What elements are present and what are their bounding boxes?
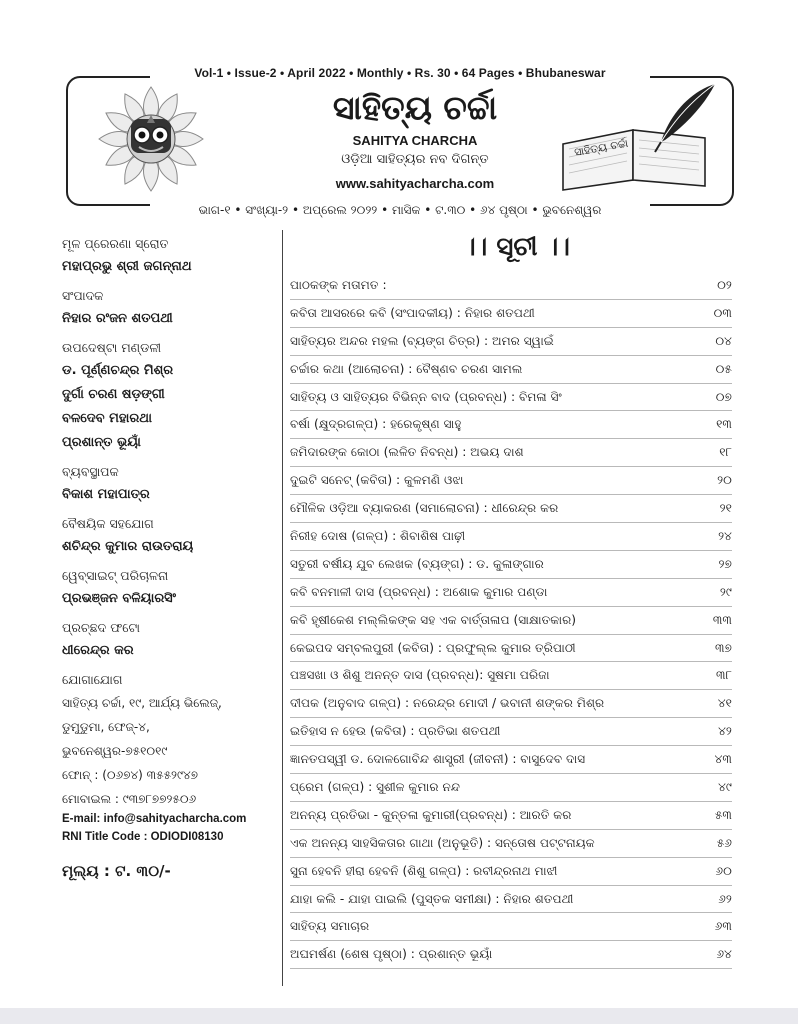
toc-row: [290, 802, 732, 830]
toc-row: [290, 551, 732, 579]
toc-entry-page: ୫୬: [716, 835, 732, 850]
toc-row: [290, 830, 732, 858]
toc-entry-title: ଦୀପକ (ଅନୁବାଦ ଗଳ୍ପ) : ନରେନ୍ଦ୍ର ମୋଦୀ / ଭବାନୀ ଶଙ୍କର ମିଶ୍ର: [290, 696, 605, 711]
rni-code: RNI Title Code : ODIODI08130: [62, 831, 224, 843]
advisory-member: ପ୍ରଶାନ୍ତ ଭୂୟାଁ: [62, 435, 141, 450]
toc-row: [290, 718, 732, 746]
toc-entry-title: ସତୁରୀ ବର୍ଷୀୟ ଯୁବ ଲେଖକ (ବ୍ୟଙ୍ଗ) : ଡ. କୁଳାଙ୍ଗାର: [290, 556, 544, 571]
toc-entry-page: ୨୯: [719, 584, 732, 599]
toc-row: [290, 690, 732, 718]
toc-entry-title: ସାହିତ୍ୟର ଅନ୍ଦର ମହଲ (ବ୍ୟଙ୍ଗ ଚିତ୍ର) : ଅମର ସ୍ୱାଇଁ: [290, 333, 554, 348]
toc-entry-page: ୩୭: [714, 640, 732, 655]
toc-entry-title: ବର୍ଷା (କ୍ଷୁଦ୍ରଗଳ୍ପ) : ହରେକୃଷ୍ଣ ସାହୁ: [290, 417, 462, 432]
book-text: ସାହିତ୍ୟ ଚର୍ଚ୍ଚା: [573, 136, 630, 159]
toc-row: [290, 467, 732, 495]
website-management-label: ୱେବ୍‌ସାଇଟ୍ ପରିଚାଳନା: [62, 568, 169, 583]
toc-entry-page: ୦୩: [713, 305, 732, 320]
toc-row: [290, 774, 732, 802]
toc-entry-title: ସାହିତ୍ୟ ଓ ସାହିତ୍ୟର ବିଭିନ୍ନ ବାଦ (ପ୍ରବନ୍ଧ) : ବିମଳା ସିଂ: [290, 389, 562, 404]
toc-entry-title: ପ୍ରେମ (ଗଳ୍ପ) : ସୁଶୀଳ କୁମାର ନନ୍ଦ: [290, 779, 461, 794]
toc-entry-page: ୪୯: [718, 779, 732, 794]
editor-label: ସଂପାଦକ: [62, 288, 104, 303]
inspiration-value: ମହାପ୍ରଭୁ ଶ୍ରୀ ଜଗନ୍ନାଥ: [62, 259, 192, 274]
toc-row: [290, 662, 732, 690]
volume-info-line-odia: ଭାଗ-୧ • ସଂଖ୍ୟା-୨ • ଅପ୍ରେଲ ୨୦୨୨ • ମାସିକ • ଟ.୩୦ • ୬୪ ପୃଷ୍ଠା • ଭୁବନେଶ୍ୱର: [150, 203, 650, 218]
cover-photo-label: ପ୍ରଚ୍ଛଦ ଫଟୋ: [62, 620, 140, 635]
toc-entry-page: ୬୨: [718, 891, 732, 906]
column-divider: [282, 230, 283, 986]
manager-label: ବ୍ୟବସ୍ଥାପକ: [62, 464, 119, 479]
toc-entry-page: ୬୩: [714, 919, 732, 934]
toc-entry-page: ୨୦: [717, 473, 732, 488]
contact-address-line: ଭୁବନେଶ୍ୱର-୭୫୧୦୧୯: [62, 744, 168, 758]
toc-row: [290, 411, 732, 439]
toc-entry-page: ୩୩: [712, 612, 732, 627]
toc-row: [290, 328, 732, 356]
toc-entry-page: ୪୧: [717, 696, 732, 711]
toc-row: [290, 495, 732, 523]
advisory-member: ବଳଦେବ ମହାରଥା: [62, 411, 152, 426]
toc-entry-title: ଏକ ଅନନ୍ୟ ସାହସିକତାର ଗାଥା (ଅନୁଭୂତି) : ସନ୍ତୋଷ ପଟ୍ଟନାୟକ: [290, 835, 595, 850]
page-bottom-margin: [0, 1008, 798, 1024]
toc-entry-title: ଯାହା କଲି - ଯାହା ପାଇଲି (ପୁସ୍ତକ ସମୀକ୍ଷା) : ନିହାର ଶତପଥୀ: [290, 891, 574, 906]
masthead-website: www.sahityacharcha.com: [335, 176, 495, 191]
contact-address-line: ସାହିତ୍ୟ ଚର୍ଚ୍ଚା, ୧୯, ଆର୍ଯ୍ୟ ଭିଲେଜ୍,: [62, 696, 222, 710]
masthead-title-english: SAHITYA CHARCHA: [352, 133, 478, 148]
toc-entry-page: ୦୪: [715, 333, 732, 348]
toc-entry-page: ୦୨: [717, 277, 732, 292]
toc-entry-title: ନିରୀହ ଦୋଷ (ଗଳ୍ପ) : ଶିବାଶିଷ ପାଢ଼ୀ: [290, 528, 466, 543]
toc-entry-page: ୨୭: [718, 556, 732, 571]
toc-entry-page: ୩୮: [716, 668, 732, 683]
toc-row: [290, 356, 732, 384]
toc-row: [290, 886, 732, 914]
volume-info-line: Vol-1 • Issue-2 • April 2022 • Monthly • Rs. 30 • 64 Pages • Bhubaneswar: [150, 66, 650, 80]
toc-row: [290, 746, 732, 774]
jagannath-lotus-logo: [86, 84, 216, 194]
contact-mobile: ମୋବାଇଲ : ୯୩୭୮୭୭୨୫୦୬: [62, 792, 197, 806]
toc-row: [290, 272, 732, 300]
toc-entry-page: ୪୩: [714, 752, 732, 767]
price-label: ମୂଲ୍ୟ : ଟ. ୩୦/-: [62, 862, 171, 880]
toc-row: [290, 384, 732, 412]
toc-entry-title: ଚର୍ଚ୍ଚାର କଥା (ଆଲୋଚନା) : ବୈଷ୍ଣବ ଚରଣ ସାମଲ: [290, 361, 523, 376]
toc-entry-page: ୧୩: [716, 417, 732, 432]
toc-entry-title: କେଇପଦ ସମ୍ବଲପୁରୀ (କବିତା) : ପ୍ରଫୁଲ୍ଲ କୁମାର ତ୍ରିପାଠୀ: [290, 640, 576, 655]
contact-label: ଯୋଗାଯୋଗ: [62, 672, 123, 687]
toc-entry-page: ୧୮: [719, 445, 732, 460]
toc-entry-title: ସାହିତ୍ୟ ସମାଚାର: [290, 919, 370, 934]
credits-column: [62, 236, 278, 880]
toc-row: [290, 607, 732, 635]
toc-entry-title: ଜ୍ଞାନତପସ୍ୱୀ ଡ. ଦୋଳଗୋବିନ୍ଦ ଶାସ୍ତ୍ରୀ (ଜୀବନୀ) : ବାସୁଦେବ ଦାସ: [290, 752, 586, 767]
toc-row: [290, 635, 732, 663]
table-of-contents: [290, 272, 732, 969]
toc-row: [290, 523, 732, 551]
toc-title: ।। ସୂଚୀ ।।: [463, 232, 570, 262]
toc-entry-title: ପାଠକଙ୍କ ମତାମତ :: [290, 277, 387, 292]
toc-entry-title: କବି ବନମାଳୀ ଦାସ (ପ୍ରବନ୍ଧ) : ଅଶୋକ କୁମାର ପଣ୍ଡା: [290, 584, 548, 599]
toc-entry-page: ୨୧: [719, 501, 732, 516]
toc-row: [290, 858, 732, 886]
toc-entry-title: ମୌଳିକ ଓଡ଼ିଆ ବ୍ୟାକରଣ (ସମାଲୋଚନା) : ଧୀରେନ୍ଦ୍ର କର: [290, 501, 559, 516]
inspiration-label: ମୂଳ ପ୍ରେରଣା ସ୍ରୋତ: [62, 236, 169, 251]
toc-entry-title: ଜମିଦାରଙ୍କ କୋଠା (ଲଳିତ ନିବନ୍ଧ) : ଅଭୟ ଦାଶ: [290, 445, 524, 460]
toc-entry-title: ପଞ୍ଚସଖା ଓ ଶିଶୁ ଅନନ୍ତ ଦାସ (ପ୍ରବନ୍ଧ): ସୁଷମା ପରିଜା: [290, 668, 550, 683]
website-management-value: ପ୍ରଭଞ୍ଜନ ବଳିୟାରସିଂ: [62, 591, 176, 606]
toc-entry-title: ଇତିହାସ ନ ହେଉ (କବିତା) : ପ୍ରତିଭା ଶତପଥୀ: [290, 724, 501, 739]
toc-entry-page: ୨୪: [718, 528, 732, 543]
toc-entry-page: ୫୩: [714, 807, 732, 822]
toc-entry-title: କବି ହୃଷୀକେଶ ମଲ୍ଲିକଙ୍କ ସହ ଏକ ବାର୍ତ୍ତାଳାପ (ସାକ୍ଷାତକାର): [290, 612, 577, 627]
advisory-label: ଉପଦେଷ୍ଟା ମଣ୍ଡଳୀ: [62, 340, 162, 355]
masthead-tagline: ଓଡ଼ିଆ ସାହିତ୍ୟର ନବ ଦିଗନ୍ତ: [341, 152, 489, 167]
cover-photo-value: ଧୀରେନ୍ଦ୍ର କର: [62, 643, 134, 658]
toc-entry-title: ଦୁଇଟି ସନେଟ୍ (କବିତା) : କୁଳମଣି ଓଝା: [290, 473, 464, 488]
manager-value: ବିକାଶ ମହାପାତ୍ର: [62, 487, 150, 502]
advisory-member: ଡ. ପୂର୍ଣ୍ଣଚନ୍ଦ୍ର ମିଶ୍ର: [62, 363, 174, 378]
toc-entry-title: କବିତା ଆସରରେ କବି (ସଂପାଦକୀୟ) : ନିହାର ଶତପଥୀ: [290, 305, 535, 320]
toc-row: [290, 579, 732, 607]
toc-row: [290, 300, 732, 328]
toc-entry-title: ଅନନ୍ୟ ପ୍ରତିଭା - କୁନ୍ତଳା କୁମାରୀ(ପ୍ରବନ୍ଧ) : ଆରତି କର: [290, 807, 572, 822]
editor-value: ନିହାର ରଂଜନ ଶତପଥୀ: [62, 311, 173, 326]
toc-entry-page: ୬୦: [715, 863, 732, 878]
tech-support-value: ଶଚିନ୍ଦ୍ର କୁମାର ରାଉତରାୟ: [62, 539, 194, 554]
contact-phone: ଫୋନ୍ : (୦୬୭୪) ୩୫୫୨୯୪୭: [62, 768, 199, 782]
toc-row: [290, 913, 732, 941]
toc-entry-page: ୬୪: [716, 947, 732, 962]
book-quill-logo: [555, 82, 720, 194]
tech-support-label: ବୈଷୟିକ ସହଯୋଗ: [62, 516, 154, 531]
toc-row: [290, 941, 732, 969]
toc-entry-title: ଅଘମର୍ଷଣ (ଶେଷ ପୃଷ୍ଠା) : ପ୍ରଶାନ୍ତ ଭୂୟାଁ: [290, 947, 493, 962]
advisory-member: ଦୁର୍ଗା ଚରଣ ଷଡ଼ଙ୍ଗୀ: [62, 387, 165, 402]
contact-email: E-mail: info@sahityacharcha.com: [62, 813, 247, 825]
contact-address-line: ଡୁମୁଡୁମା, ଫେଜ୍-୪,: [62, 720, 150, 734]
masthead-title-odia: ସାହିତ୍ୟ ଚର୍ଚ୍ଚା: [332, 88, 498, 127]
toc-entry-title: ସୁନା ହେବନି ହୀରା ହେବନି (ଶିଶୁ ଗଳ୍ପ) : ରବୀନ୍ଦ୍ରନାଥ ମାଝୀ: [290, 863, 558, 878]
toc-entry-page: ୦୭: [715, 389, 732, 404]
toc-entry-page: ୦୫: [715, 361, 732, 376]
toc-entry-page: ୪୨: [718, 724, 732, 739]
toc-row: [290, 439, 732, 467]
